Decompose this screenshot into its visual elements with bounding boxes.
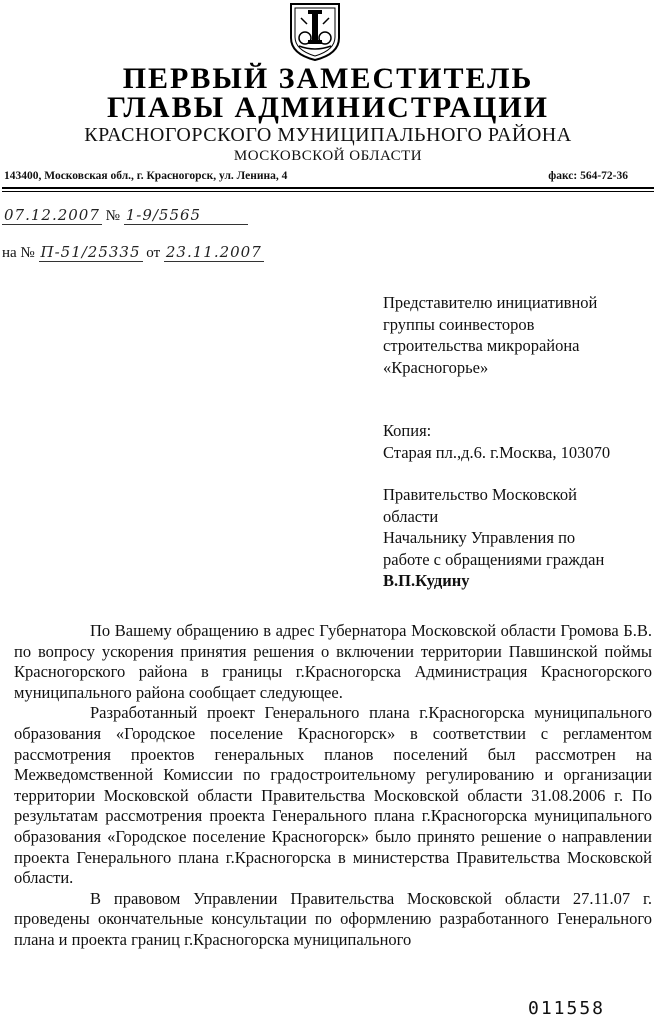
recipient-line: группы соинвесторов — [383, 314, 535, 334]
outgoing-date: 07.12.2007 — [4, 206, 100, 224]
document-serial-stamp: 011558 — [528, 998, 606, 1019]
outgoing-registration — [2, 206, 248, 225]
body-paragraph: По Вашему обращению в адрес Губернатора Московской области Громова Б.В. по вопросу ускорения принятия решения о включении территории Павшинской поймы Красногорского района в границы г.Красногорска Администрация Красногорского муниципального района сообщает следующее. — [14, 621, 652, 702]
recipient-line: Представителю инициативной — [383, 293, 598, 312]
header-rule-thick — [2, 187, 654, 189]
postal-address: 143400, Московская обл., г. Красногорск, ул. Ленина, 4 — [4, 170, 288, 182]
copy-label: Копия: — [383, 421, 432, 440]
title-line-2: ГЛАВЫ АДМИНИСТРАЦИИ — [106, 91, 549, 124]
region-name: МОСКОВСКОЙ ОБЛАСТИ — [233, 148, 423, 164]
government-line: области — [383, 506, 439, 526]
header-rule-thin — [2, 191, 654, 192]
letter-body — [14, 621, 652, 951]
recipient-line: строительства микрорайона — [383, 336, 580, 355]
government-line: работе с обращениями граждан — [383, 549, 605, 569]
reply-number: П-51/25335 — [40, 243, 141, 261]
recipient-block — [383, 292, 653, 592]
incoming-registration — [2, 243, 264, 262]
government-line: Правительство Московской — [383, 485, 577, 504]
reply-prefix: на № — [2, 245, 35, 261]
government-line: Начальнику Управления по — [383, 528, 576, 547]
organization-name: КРАСНОГОРСКОГО МУНИЦИПАЛЬНОГО РАЙОНА — [84, 124, 572, 146]
copy-address: Старая пл.,д.6. г.Москва, 103070 — [383, 442, 611, 462]
from-label: от — [146, 245, 161, 261]
body-paragraph: В правовом Управлении Правительства Московской области 27.11.07 г. проведены окончательные консультации по оформлению разработанного Генерального плана и проекта границ г.Красногорска муниципального — [14, 888, 652, 949]
body-paragraph: Разработанный проект Генерального плана г.Красногорска муниципального образования «Городское поселение Красногорск» в соответствии с регламентом рассмотрения проектов генеральных планов поселений был рассмотрен на Межведомственной Комиссии по градостроительному регулированию и организации территории Московской области Правительства Московской области 31.08.2006 г. По результатам рассмотрения проекта Генерального плана г.Красногорска муниципального образования «Городское поселение Красногорск» было принято решение о направлении проекта Генерального плана г.Красногорска в министерства Правительства Московской области. — [14, 703, 652, 888]
coat-of-arms-icon — [287, 2, 343, 62]
number-label: № — [105, 208, 120, 224]
recipient-name: В.П.Кудину — [383, 571, 470, 590]
fax-number: факс: 564-72-36 — [548, 170, 628, 182]
reply-date: 23.11.2007 — [165, 243, 262, 261]
outgoing-number: 1-9/5565 — [124, 206, 248, 225]
recipient-line: «Красногорье» — [383, 357, 489, 377]
title-line-1: ПЕРВЫЙ ЗАМЕСТИТЕЛЬ — [122, 62, 534, 95]
